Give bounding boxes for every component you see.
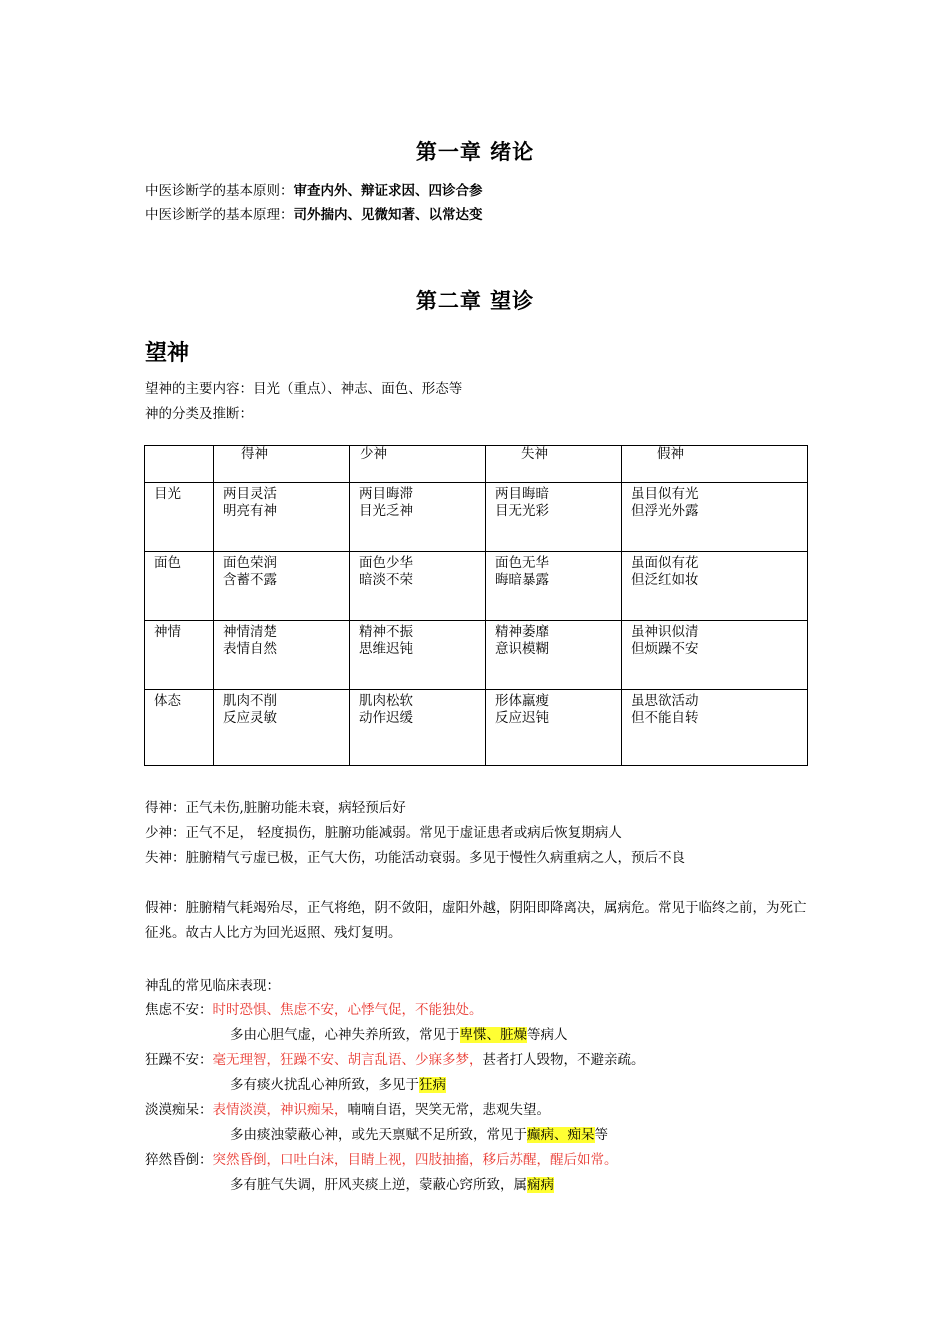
luan-cause-syncope [230, 1173, 554, 1193]
luan-item-mania [145, 1048, 645, 1068]
luan-tail: 喃喃自语，哭笑无常，悲观失望。 [347, 1102, 550, 1118]
table-header-row [145, 446, 808, 483]
header-jiashen: 假神 [657, 446, 684, 462]
cell-line: 面色少华 [359, 555, 413, 571]
cell-line: 面色无华 [495, 555, 549, 571]
table-row [145, 483, 808, 552]
cell-line: 神情清楚 [223, 624, 277, 640]
header-shaoshen: 少神 [360, 446, 387, 462]
header-cell [486, 446, 622, 483]
cell-line: 虽面似有花 [631, 555, 699, 571]
desc-shaoshen: 少神：正气不足， 轻度损伤，脏腑功能减弱。常见于虚证患者或病后恢复期病人 [145, 825, 622, 841]
header-empty [145, 446, 214, 483]
cause-text: 等 [594, 1127, 608, 1143]
header-shishen: 失神 [521, 446, 548, 462]
table-row [145, 690, 808, 766]
row-label: 体态 [145, 690, 214, 766]
table-row [145, 621, 808, 690]
luan-label: 猝然昏倒： [145, 1152, 213, 1168]
table-cell [622, 621, 808, 690]
cell-line: 反应灵敏 [223, 710, 277, 726]
table-cell [486, 621, 622, 690]
cell-line: 虽神识似清 [631, 624, 699, 640]
luan-symptom: 时时恐惧、焦虑不安，心悸气促，不能独处。 [212, 1002, 483, 1018]
table-cell [622, 552, 808, 621]
table-cell [214, 690, 350, 766]
row-label: 目光 [145, 483, 214, 552]
luan-label: 狂躁不安： [145, 1052, 213, 1068]
principle-label: 中医诊断学的基本原则： [145, 183, 294, 199]
cause-text: 等病人 [527, 1027, 568, 1043]
cell-line: 形体羸瘦 [495, 693, 549, 709]
section-title: 望神 [145, 341, 190, 366]
header-cell [622, 446, 808, 483]
cause-text: 多由痰浊蒙蔽心神，或先天禀赋不足所致，常见于 [230, 1127, 527, 1143]
table-cell [622, 483, 808, 552]
classify-line: 神的分类及推断： [145, 406, 253, 422]
chapter-2-title: 第二章 望诊 [415, 289, 535, 313]
cell-line: 两目晦滞 [359, 486, 413, 502]
theory-line [145, 203, 483, 223]
table-cell [350, 690, 486, 766]
cell-line: 但烦躁不安 [631, 641, 699, 657]
cell-line: 暗淡不荣 [359, 572, 413, 588]
cell-line: 两目灵活 [223, 486, 277, 502]
luan-symptom: 突然昏倒，口吐白沫，目睛上视，四肢抽搐，移后苏醒，醒后如常。 [212, 1152, 618, 1168]
cell-line: 但浮光外露 [631, 503, 699, 519]
cell-line: 表情自然 [223, 641, 277, 657]
desc-jiashen: 假神：脏腑精气耗竭殆尽，正气将绝，阴不敛阳，虚阳外越，阴阳即降离决，属病危。常见于临终之前，为死亡征兆。故古人比方为回光返照、残灯复明。 [145, 900, 807, 941]
table-cell [350, 552, 486, 621]
principle-value: 审查内外、辩证求因、四诊合参 [293, 183, 483, 199]
cause-text: 多由心胆气虚，心神失养所致，常见于 [230, 1027, 460, 1043]
luan-item-anxiety [145, 998, 483, 1018]
desc-shishen: 失神：脏腑精气亏虚已极，正气大伤，功能活动衰弱。多见于慢性久病重病之人，预后不良 [145, 850, 685, 866]
cause-highlight: 卑惵、脏燥 [459, 1027, 527, 1043]
cause-text: 多有脏气失调，肝风夹痰上逆，蒙蔽心窍所致，属 [230, 1177, 527, 1193]
table-cell [350, 621, 486, 690]
cell-line: 但不能自转 [631, 710, 699, 726]
table-cell [486, 483, 622, 552]
cell-line: 意识模糊 [495, 641, 549, 657]
table-cell [486, 690, 622, 766]
table-cell [622, 690, 808, 766]
luan-label: 淡漠痴呆： [145, 1102, 213, 1118]
cell-line: 反应迟钝 [495, 710, 549, 726]
cause-highlight: 痫病 [527, 1177, 554, 1193]
cause-text: 多有痰火扰乱心神所致，多见于 [230, 1077, 419, 1093]
luan-label: 焦虑不安： [145, 1002, 213, 1018]
cell-line: 目光乏神 [359, 503, 413, 519]
cell-line: 但泛红如妆 [631, 572, 699, 588]
table-cell [214, 621, 350, 690]
luan-cause-anxiety [230, 1023, 568, 1043]
row-label: 面色 [145, 552, 214, 621]
cause-highlight: 狂病 [419, 1077, 446, 1093]
desc-deshen: 得神：正气未伤,脏腑功能未衰，病轻预后好 [145, 800, 406, 816]
luan-tail: 甚者打人毁物，不避亲疏。 [482, 1052, 645, 1068]
cell-line: 两目晦暗 [495, 486, 549, 502]
header-deshen: 得神 [241, 446, 268, 462]
theory-label: 中医诊断学的基本原理： [145, 207, 294, 223]
table-cell [350, 483, 486, 552]
cell-line: 明亮有神 [223, 503, 277, 519]
cell-line: 虽目似有光 [631, 486, 699, 502]
luan-heading: 神乱的常见临床表现： [145, 978, 280, 994]
header-cell [214, 446, 350, 483]
luan-item-apathy [145, 1098, 550, 1118]
header-cell [350, 446, 486, 483]
shen-table [144, 445, 808, 766]
cell-line: 面色荣润 [223, 555, 277, 571]
chapter-1-title: 第一章 绪论 [415, 140, 535, 164]
luan-cause-mania [230, 1073, 446, 1093]
principle-line [145, 179, 483, 199]
cell-line: 肌肉不削 [223, 693, 277, 709]
cell-line: 精神萎靡 [495, 624, 549, 640]
luan-item-syncope [145, 1148, 618, 1168]
cause-highlight: 癫病、痴呆 [527, 1127, 595, 1143]
cell-line: 晦暗暴露 [495, 572, 549, 588]
luan-symptom: 毫无理智，狂躁不安、胡言乱语、少寐多梦， [212, 1052, 483, 1068]
cell-line: 动作迟缓 [359, 710, 413, 726]
theory-value: 司外揣内、见微知著、以常达变 [293, 207, 483, 223]
cell-line: 目无光彩 [495, 503, 549, 519]
row-label: 神情 [145, 621, 214, 690]
cell-line: 含蓄不露 [223, 572, 277, 588]
table-cell [486, 552, 622, 621]
cell-line: 精神不振 [359, 624, 413, 640]
table-cell [214, 552, 350, 621]
cell-line: 虽思欲活动 [631, 693, 699, 709]
luan-symptom: 表情淡漠，神识痴呆， [212, 1102, 348, 1118]
cell-line: 肌肉松软 [359, 693, 413, 709]
content-line: 望神的主要内容：目光（重点）、神志、面色、形态等 [145, 381, 463, 397]
table-row [145, 552, 808, 621]
cell-line: 思维迟钝 [359, 641, 413, 657]
luan-cause-apathy [230, 1123, 608, 1143]
table-cell [214, 483, 350, 552]
